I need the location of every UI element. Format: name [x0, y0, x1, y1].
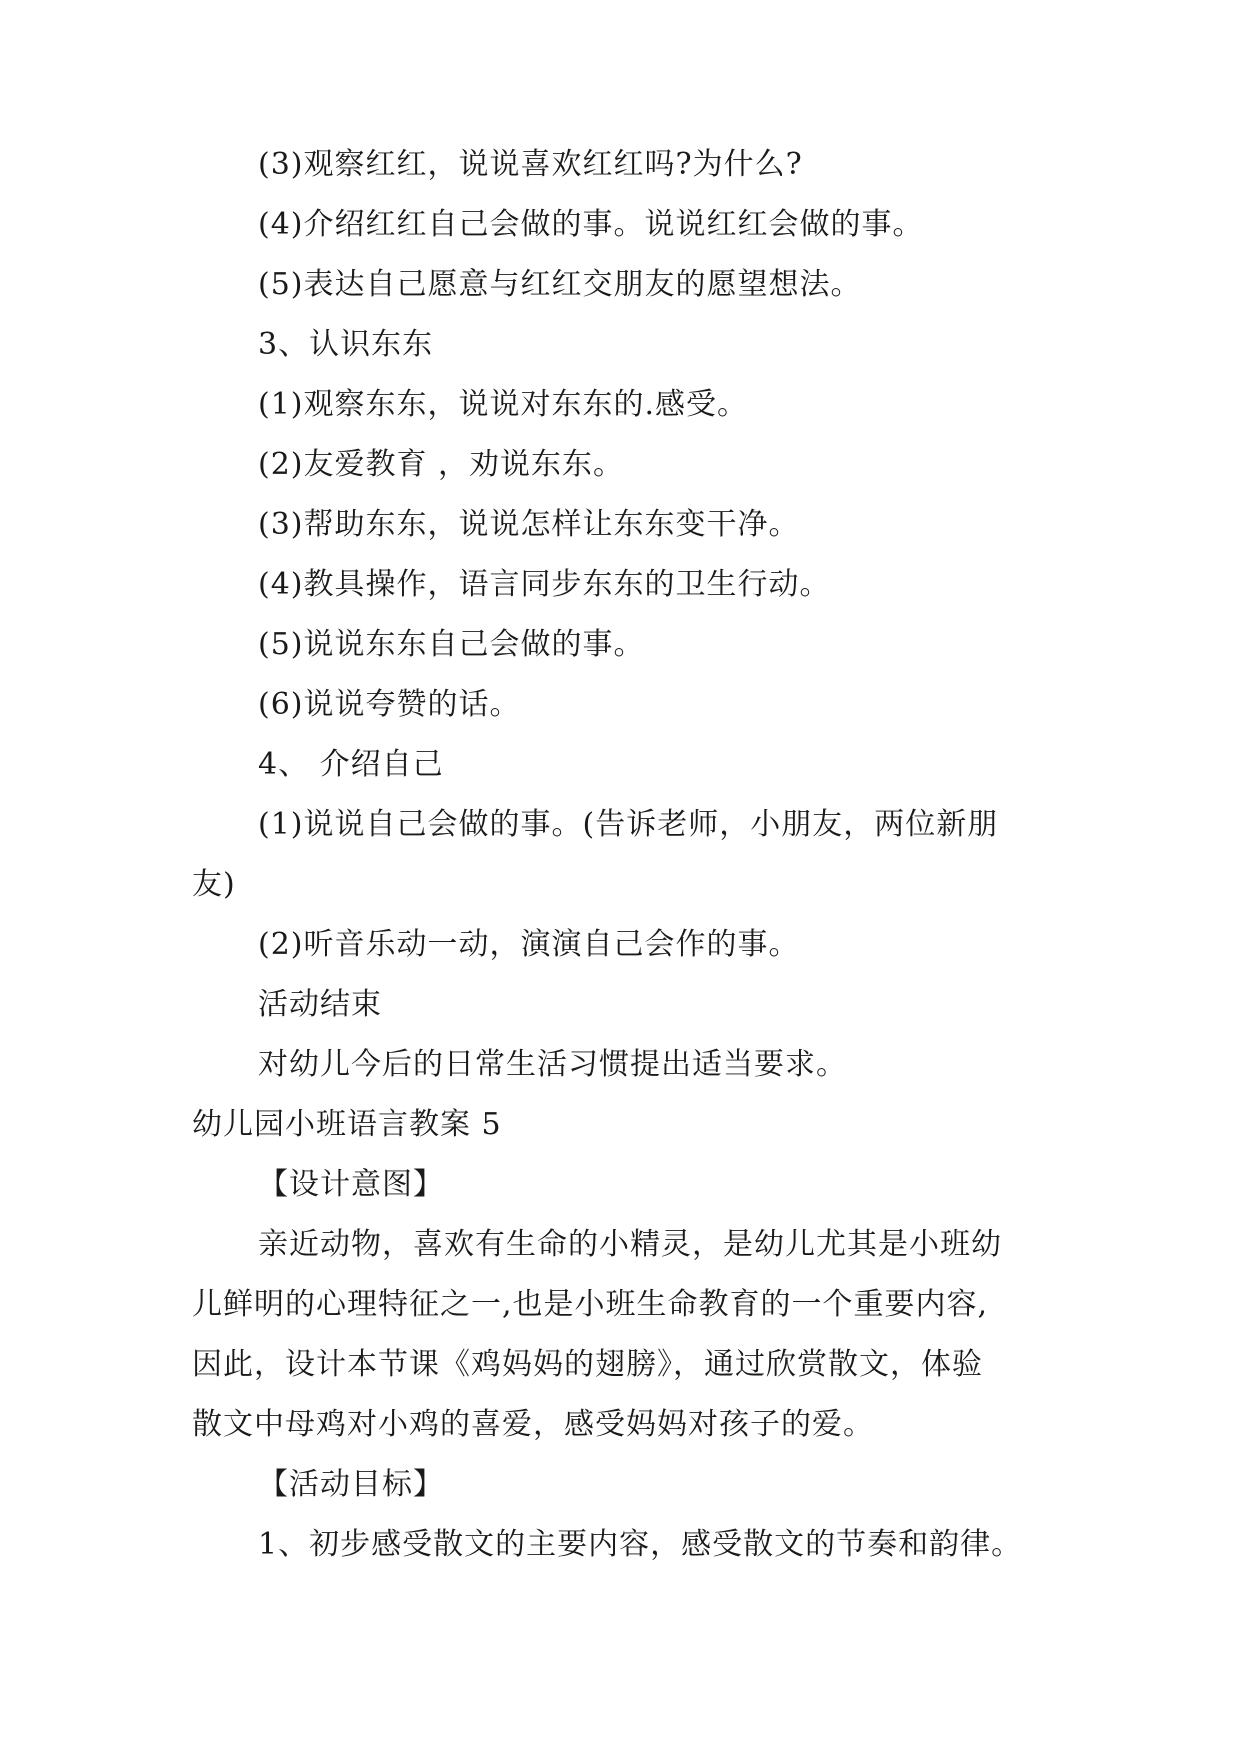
text-line: (5)说说东东自己会做的事。: [258, 627, 645, 662]
text-line: (4)介绍红红自己会做的事。说说红红会做的事。: [258, 207, 924, 242]
section-heading: 3、认识东东: [258, 327, 434, 362]
text-line: (4)教具操作，语言同步东东的卫生行动。: [258, 567, 831, 602]
section-heading: 4、 介绍自己: [258, 747, 444, 782]
text-line: (6)说说夸赞的话。: [258, 687, 521, 722]
text-line: 1、初步感受散文的主要内容，感受散文的节奏和韵律。: [258, 1527, 1023, 1562]
text-line: 对幼儿今后的日常生活习惯提出适当要求。: [258, 1047, 847, 1082]
section-heading: 活动结束: [258, 987, 382, 1022]
document-title: 幼儿园小班语言教案 5: [192, 1107, 502, 1142]
text-line: (5)表达自己愿意与红红交朋友的愿望想法。: [258, 267, 862, 302]
text-line: 散文中母鸡对小鸡的喜爱，感受妈妈对孩子的爱。: [192, 1407, 874, 1442]
text-line: (2)友爱教育 ，劝说东东。: [258, 447, 625, 482]
text-line: (2)听音乐动一动，演演自己会作的事。: [258, 927, 800, 962]
text-line: 友): [192, 867, 236, 902]
text-line: 儿鲜明的心理特征之一,也是小班生命教育的一个重要内容,: [192, 1287, 989, 1322]
text-line: (3)观察红红，说说喜欢红红吗?为什么?: [258, 147, 803, 182]
text-line: 因此，设计本节课《鸡妈妈的翅膀》，通过欣赏散文，体验: [192, 1347, 983, 1382]
text-line: (3)帮助东东，说说怎样让东东变干净。: [258, 507, 800, 542]
text-line: 亲近动物，喜欢有生命的小精灵，是幼儿尤其是小班幼: [258, 1227, 1002, 1262]
text-line: (1)观察东东，说说对东东的.感受。: [258, 387, 749, 422]
section-heading: 【设计意图】: [258, 1167, 444, 1202]
text-line: (1)说说自己会做的事。(告诉老师，小朋友，两位新朋: [258, 807, 999, 842]
section-heading: 【活动目标】: [258, 1467, 444, 1502]
